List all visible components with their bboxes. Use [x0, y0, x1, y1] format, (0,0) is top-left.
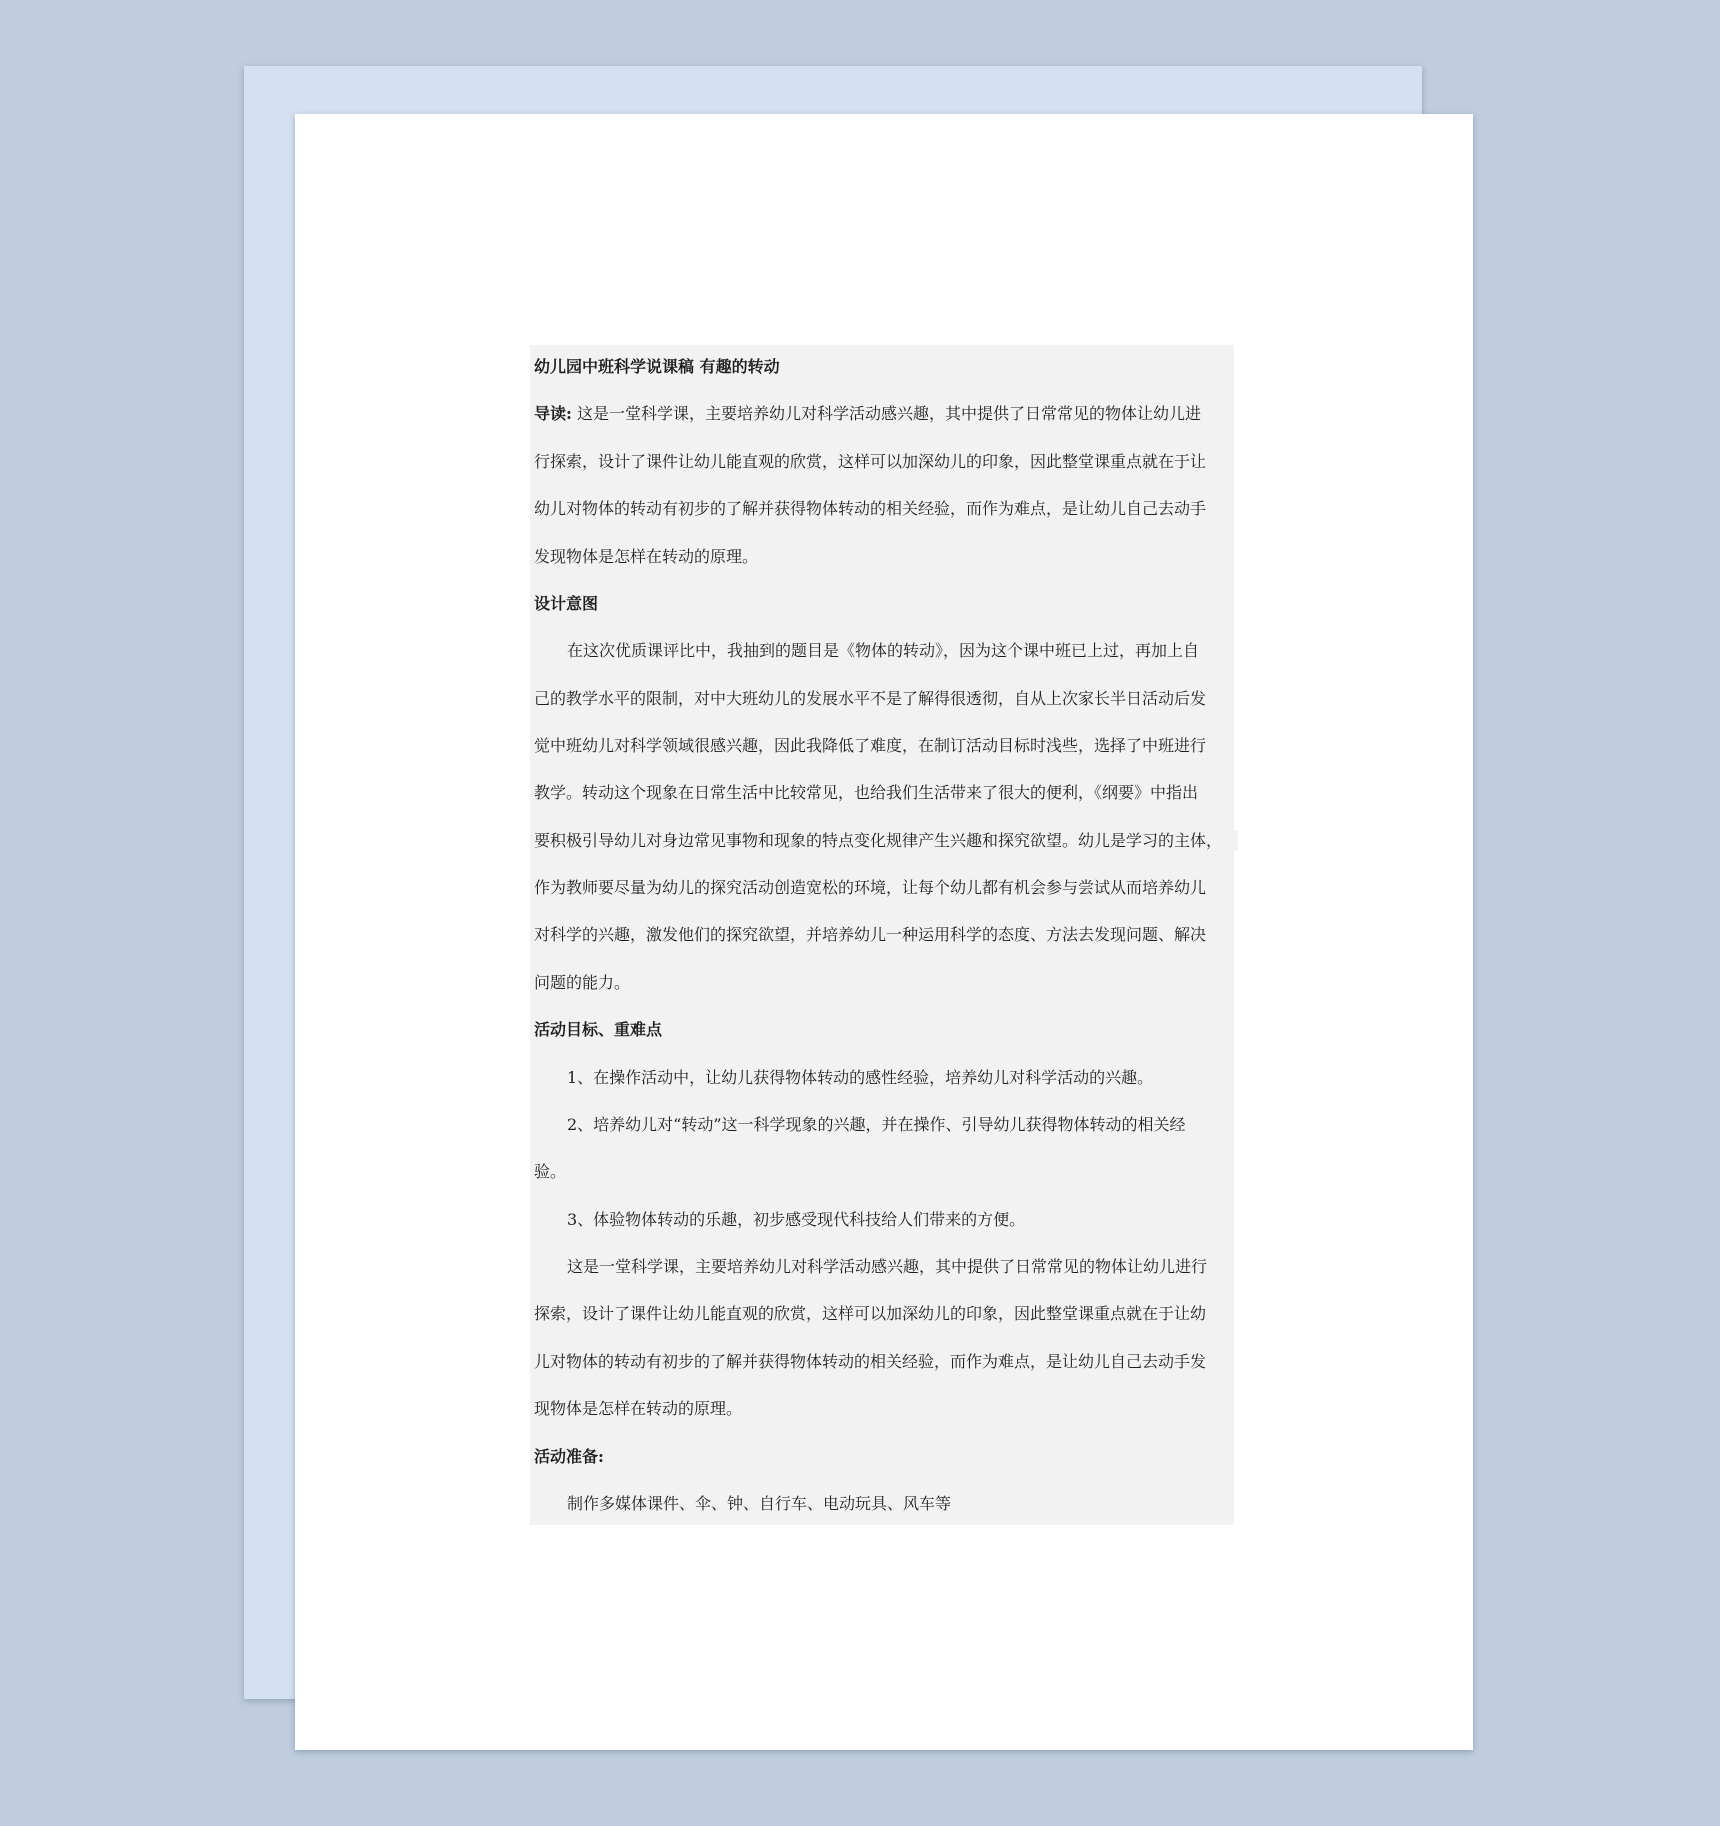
summary-line-1: 这是一堂科学课，主要培养幼儿对科学活动感兴趣，其中提供了日常常见的物体让幼儿进行 [567, 1257, 1208, 1276]
goal-line-3: 验。 [534, 1162, 567, 1181]
intro-line-4: 发现物体是怎样在转动的原理。 [534, 547, 759, 566]
goal-line-4: 3、体验物体转动的乐趣，初步感受现代科技给人们带来的方便。 [567, 1210, 1026, 1229]
intro-line-3: 幼儿对物体的转动有初步的了解并获得物体转动的相关经验，而作为难点，是让幼儿自己去动手 [534, 499, 1207, 518]
summary-line-2: 探索，设计了课件让幼儿能直观的欣赏，这样可以加深幼儿的印象，因此整堂课重点就在于让幼 [534, 1304, 1207, 1323]
intro-line-1: 导读: 这是一堂科学课，主要培养幼儿对科学活动感兴趣，其中提供了日常常见的物体让幼儿进 [534, 404, 1202, 423]
goal-line-1: 1、在操作活动中，让幼儿获得物体转动的感性经验，培养幼儿对科学活动的兴趣。 [567, 1068, 1154, 1087]
design-line-4: 教学。转动这个现象在日常生活中比较常见，也给我们生活带来了很大的便利，《纲要》中指出 [534, 783, 1199, 802]
summary-line-4: 现物体是怎样在转动的原理。 [534, 1399, 743, 1418]
design-line-7: 对科学的兴趣，激发他们的探究欲望，并培养幼儿一种运用科学的态度、方法去发现问题、解决 [534, 925, 1207, 944]
section-heading-design: 设计意图 [534, 594, 599, 613]
design-line-1: 在这次优质课评比中，我抽到的题目是《物体的转动》，因为这个课中班已上过，再加上自 [567, 641, 1200, 660]
section-heading-goals: 活动目标、重难点 [534, 1020, 663, 1039]
design-line-5: 要积极引导幼儿对身边常见事物和现象的特点变化规律产生兴趣和探究欲望。幼儿是学习的主体， [534, 831, 1238, 851]
document-text-block [530, 345, 1234, 1525]
design-line-2: 己的教学水平的限制，对中大班幼儿的发展水平不是了解得很透彻，自从上次家长半日活动后发 [534, 689, 1207, 708]
section-heading-prep: 活动准备: [534, 1447, 604, 1466]
goal-line-2: 2、培养幼儿对“转动”这一科学现象的兴趣，并在操作、引导幼儿获得物体转动的相关经 [567, 1115, 1186, 1134]
summary-line-3: 儿对物体的转动有初步的了解并获得物体转动的相关经验，而作为难点，是让幼儿自己去动手发 [534, 1352, 1207, 1371]
design-line-6: 作为教师要尽量为幼儿的探究活动创造宽松的环境，让每个幼儿都有机会参与尝试从而培养幼儿 [534, 878, 1207, 897]
intro-label: 导读: [534, 404, 572, 423]
intro-line-2: 行探索，设计了课件让幼儿能直观的欣赏，这样可以加深幼儿的印象，因此整堂课重点就在于让 [534, 452, 1207, 471]
prep-line: 制作多媒体课件、伞、钟、自行车、电动玩具、风车等 [567, 1494, 952, 1513]
design-line-8: 问题的能力。 [534, 973, 631, 992]
document-title: 幼儿园中班科学说课稿 有趣的转动 [534, 357, 780, 376]
design-line-3: 觉中班幼儿对科学领域很感兴趣，因此我降低了难度，在制订活动目标时浅些，选择了中班进行 [534, 736, 1207, 755]
